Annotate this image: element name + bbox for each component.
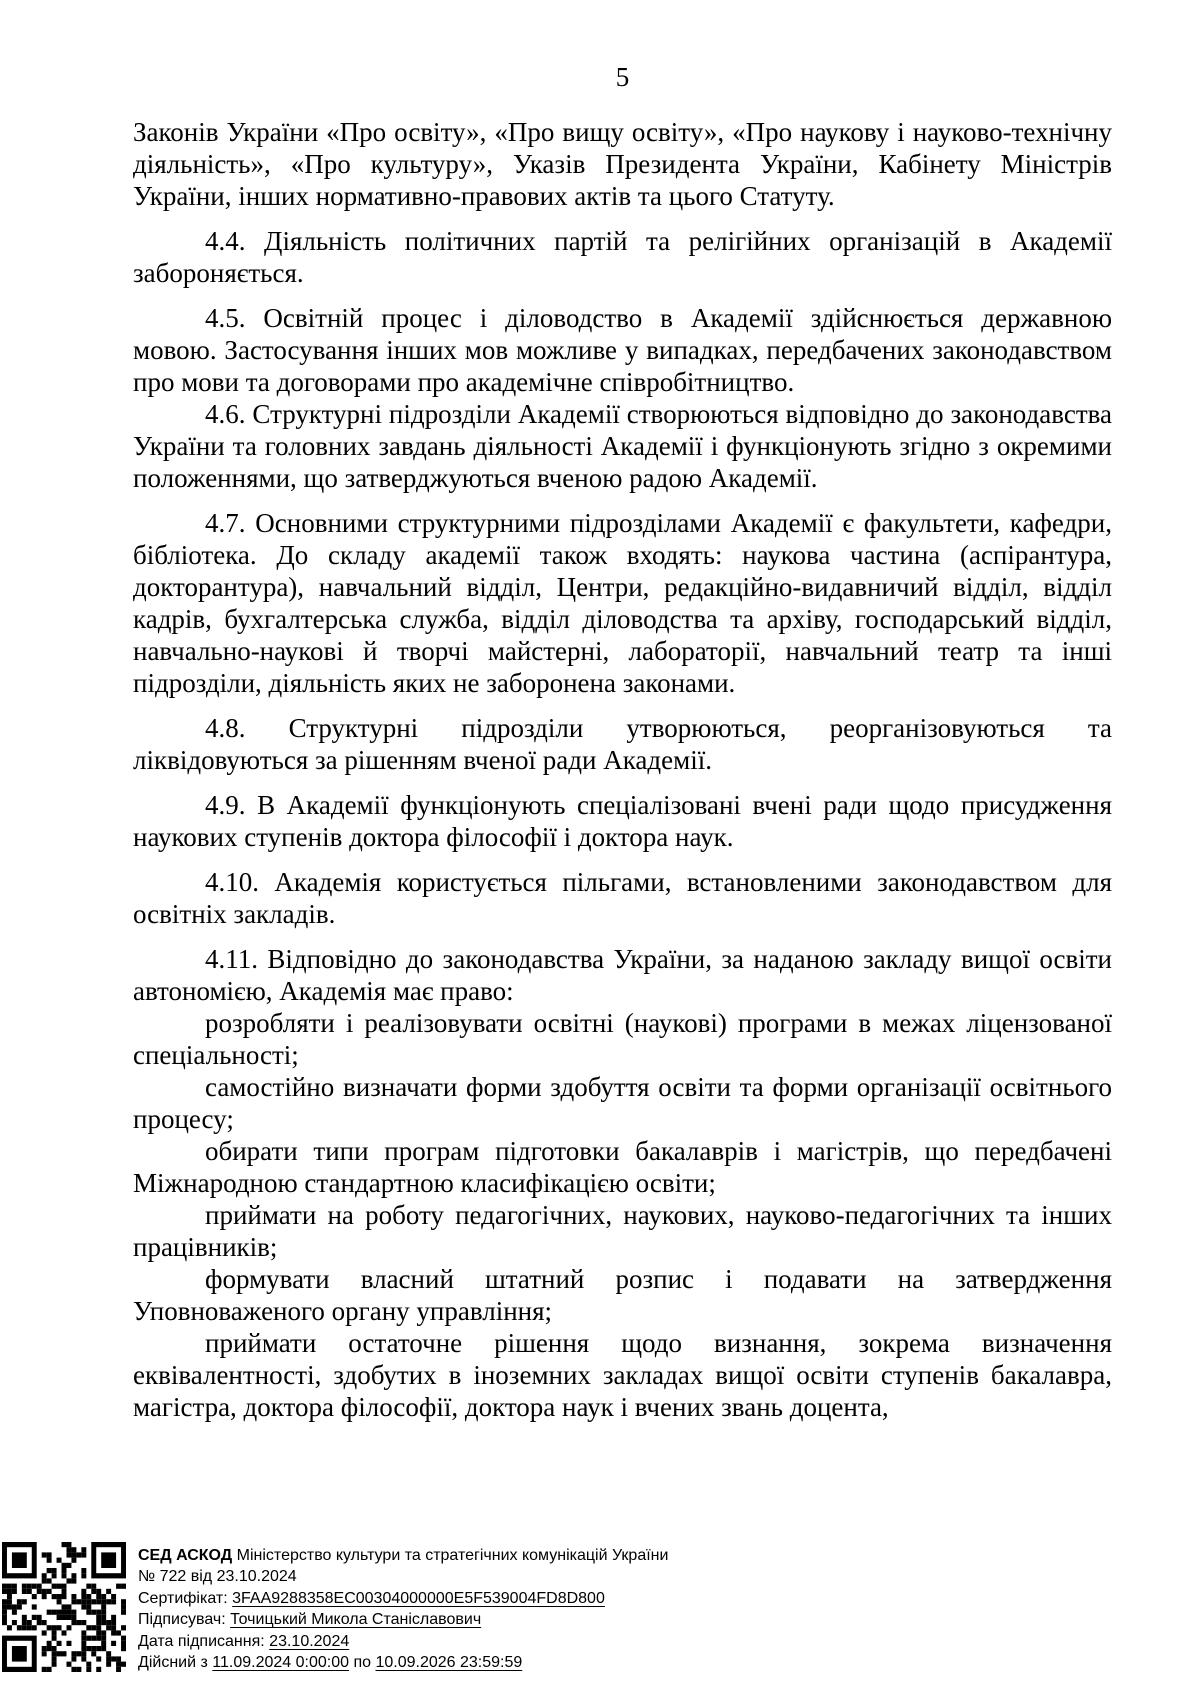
paragraph-continuation: Законів України «Про освіту», «Про вищу освіту», «Про наукову і науково-технічну діяльність», «Про культуру», Указів Президента України, Кабінету Міністрів України, інших нормативно-правових актів та цього Статуту. <box>133 117 1112 211</box>
paragraph-4-11-item-2: самостійно визначати форми здобуття освіти та форми організації освітнього процесу; <box>133 1072 1112 1134</box>
paragraph-4-11-item-6: приймати остаточне рішення щодо визнання, зокрема визначення еквівалентності, здобутих в іноземних закладах вищої освіти ступенів бакалавра, магістра, доктора філософії, доктора наук і вчених звань доцента, <box>133 1328 1112 1422</box>
certificate-value: 3FAA9288358EC00304000000E5F539004FD8D800 <box>232 1589 605 1607</box>
signer-line <box>138 1609 668 1630</box>
paragraph-4-7: 4.7. Основними структурними підрозділами Академії є факультети, кафедри, бібліотека. До складу академії також входять: наукова частина (аспірантура, докторантура), навчальний відділ, Центри, редакційно-видавничий відділ, відділ кадрів, бухгалтерська служба, відділ діловодства та архіву, господарський відділ, навчально-наукові й творчі майстерні, лабораторії, навчальний театр та інші підрозділи, діяльність яких не заборонена законами. <box>133 508 1112 698</box>
signer-label: Підписувач: <box>138 1611 226 1629</box>
signing-date-value: 23.10.2024 <box>269 1632 350 1650</box>
system-name: СЕД АСКОД <box>138 1547 233 1564</box>
signer-value: Точицький Микола Станіславович <box>230 1611 482 1629</box>
paragraph-4-11-item-5: формувати власний штатний розпис і подавати на затвердження Уповноваженого органу управління; <box>133 1264 1112 1326</box>
signature-system-line <box>138 1545 668 1566</box>
paragraph-4-4: 4.4. Діяльність політичних партій та релігійних організацій в Академії забороняється. <box>133 226 1112 288</box>
signing-date-line <box>138 1631 668 1652</box>
document-number-line: № 722 від 23.10.2024 <box>138 1568 297 1586</box>
signing-date-label: Дата підписання: <box>138 1632 265 1650</box>
page-number: 5 <box>615 62 630 92</box>
paragraph-4-6: 4.6. Структурні підрозділи Академії створюються відповідно до законодавства України та головних завдань діяльності Академії і функціонують згідно з окремими положеннями, що затверджуються вченою радою Академії. <box>133 399 1112 493</box>
validity-line <box>138 1652 668 1673</box>
paragraph-4-11-item-3: обирати типи програм підготовки бакалаврів і магістрів, що передбачені Міжнародною стандартною класифікацією освіти; <box>133 1136 1112 1198</box>
paragraph-4-10: 4.10. Академія користується пільгами, встановленими законодавством для освітніх закладів. <box>133 867 1112 929</box>
valid-to-value: 10.09.2026 23:59:59 <box>375 1654 523 1672</box>
paragraph-4-9: 4.9. В Академії функціонують спеціалізовані вчені ради щодо присудження наукових ступенів доктора філософії і доктора наук. <box>133 790 1112 852</box>
certificate-label: Сертифікат: <box>138 1589 228 1607</box>
validity-separator: по <box>353 1654 372 1672</box>
valid-from-value: 11.09.2024 0:00:00 <box>212 1654 349 1672</box>
paragraph-4-5: 4.5. Освітній процес і діловодство в Академії здійснюється державною мовою. Застосування інших мов можливе у випадках, передбачених законодавством про мови та договорами про академічне співробітництво. <box>133 303 1112 397</box>
paragraph-4-8: 4.8. Структурні підрозділи утворюються, реорганізовуються та ліквідовуються за рішенням вченої ради Академії. <box>133 713 1112 775</box>
validity-label: Дійсний з <box>138 1654 208 1672</box>
paragraph-4-11-item-4: приймати на роботу педагогічних, наукових, науково-педагогічних та інших працівників; <box>133 1200 1112 1262</box>
document-body <box>133 116 1112 1423</box>
certificate-line <box>138 1588 668 1609</box>
organization-name: Міністерство культури та стратегічних комунікацій України <box>236 1547 669 1564</box>
signature-details <box>138 1542 668 1673</box>
qr-code-icon <box>2 1542 126 1672</box>
digital-signature-stamp <box>2 1542 1102 1673</box>
paragraph-4-11-item-1: розробляти і реалізовувати освітні (наукові) програми в межах ліцензованої спеціальності; <box>133 1008 1112 1070</box>
paragraph-4-11: 4.11. Відповідно до законодавства України, за наданою закладу вищої освіти автономією, Академія має право: <box>133 944 1112 1006</box>
